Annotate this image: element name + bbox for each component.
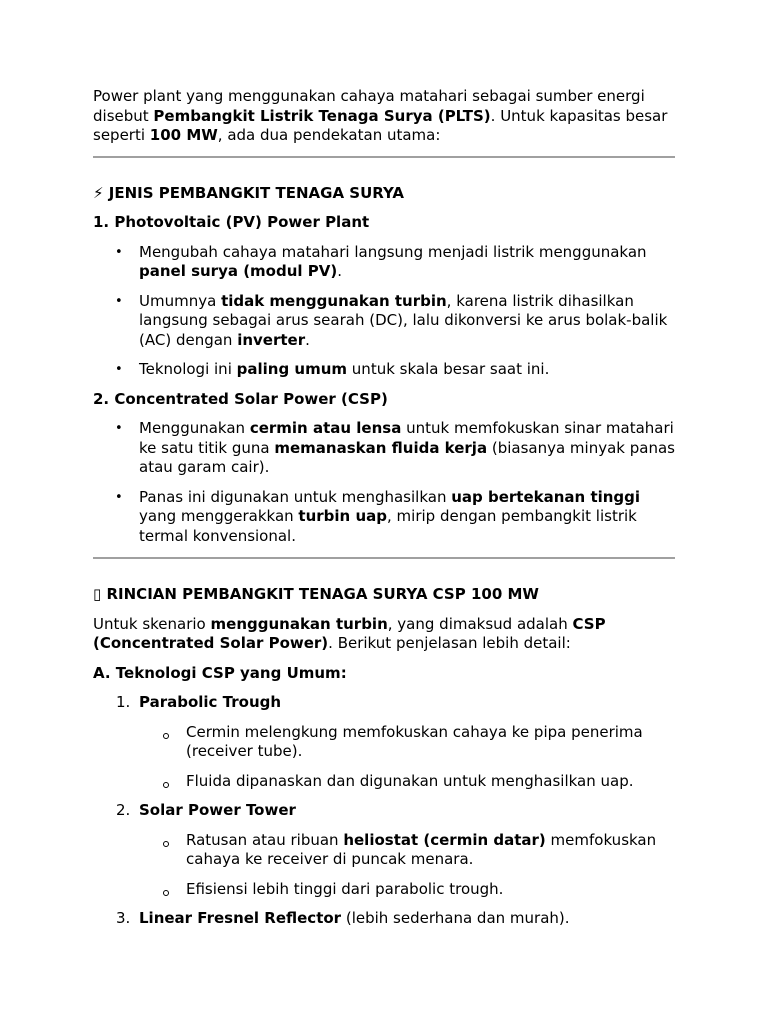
list-item xyxy=(93,801,675,899)
sub-list-item xyxy=(93,831,675,870)
text: (lebih sederhana dan murah). xyxy=(341,909,570,927)
item-title: Linear Fresnel Reflector xyxy=(139,909,342,927)
text: . xyxy=(337,262,343,280)
text: . Berikut penjelasan lebih detail: xyxy=(328,634,571,652)
csp-tech-list xyxy=(93,693,675,929)
text: , mirip dengan pembangkit listrik termal konvensional. xyxy=(139,507,637,545)
text: , ada dua pendekatan utama: xyxy=(217,126,441,144)
bold-text: cermin atau lensa xyxy=(249,419,402,437)
bold-text: CSP (Concentrated Solar Power) xyxy=(93,614,606,652)
text: Power plant yang menggunakan cahaya matahari sebagai sumber energi disebut xyxy=(93,87,645,125)
text: untuk memfokuskan sinar matahari ke satu titik guna xyxy=(139,419,674,457)
section1-heading xyxy=(93,184,675,204)
intro-paragraph xyxy=(93,87,675,146)
sub-list-item: Cermin melengkung memfokuskan cahaya ke pipa penerima (receiver tube). xyxy=(93,723,675,762)
list-item xyxy=(93,693,675,791)
text: , karena listrik dihasilkan langsung sebagai arus searah (DC), lalu dikonversi ke arus bolak-balik (AC) dengan xyxy=(139,291,668,349)
section1-title: JENIS PEMBANGKIT TENAGA SURYA xyxy=(108,183,405,202)
sub-list-item: Efisiensi lebih tinggi dari parabolic trough. xyxy=(93,880,675,900)
csp-tech-subheading: A. Teknologi CSP yang Umum: xyxy=(93,663,347,682)
horizontal-rule xyxy=(93,557,675,559)
text: Panas ini digunakan untuk menghasilkan xyxy=(139,487,452,506)
lightning-icon: ⚡ xyxy=(93,183,104,202)
item-title: Solar Power Tower xyxy=(139,801,296,819)
list-item xyxy=(93,360,675,380)
bold-text: memanaskan fluida kerja xyxy=(274,438,488,457)
item-number: 1. xyxy=(116,693,131,711)
bold-text: panel surya (modul PV) xyxy=(139,262,338,280)
sub-list-item: Fluida dipanaskan dan digunakan untuk menghasilkan uap. xyxy=(93,772,675,792)
document-content xyxy=(93,87,675,929)
bold-text: Pembangkit Listrik Tenaga Surya (PLTS) xyxy=(153,106,491,125)
list-item xyxy=(93,292,675,351)
csp-bullet-list xyxy=(93,419,675,546)
sub-list xyxy=(93,831,675,900)
csp-heading: 2. Concentrated Solar Power (CSP) xyxy=(93,389,388,408)
text: Umumnya xyxy=(139,291,222,310)
pv-bullet-list xyxy=(93,243,675,380)
section2-intro xyxy=(93,615,675,654)
horizontal-rule xyxy=(93,156,675,158)
text: Untuk skenario xyxy=(93,614,211,633)
text: . Untuk kapasitas besar seperti xyxy=(93,106,668,144)
text: , yang dimaksud adalah xyxy=(387,614,573,633)
sub-list xyxy=(93,723,675,792)
text: Mengubah cahaya matahari langsung menjadi listrik menggunakan xyxy=(139,242,647,261)
pv-heading: 1. Photovoltaic (PV) Power Plant xyxy=(93,213,370,231)
item-title: Parabolic Trough xyxy=(139,693,282,711)
text: (biasanya minyak panas atau garam cair). xyxy=(139,438,675,476)
bold-text: tidak menggunakan turbin xyxy=(221,291,447,310)
section2-title: RINCIAN PEMBANGKIT TENAGA SURYA CSP 100 MW xyxy=(106,585,539,603)
bold-text: inverter xyxy=(237,330,306,349)
text: Ratusan atau ribuan xyxy=(186,830,344,849)
text: Teknologi ini xyxy=(139,360,237,378)
item-number: 2. xyxy=(116,801,131,819)
box-glyph-icon: ▯ xyxy=(93,585,102,603)
section2-heading xyxy=(93,585,675,605)
list-item xyxy=(93,909,675,929)
text: memfokuskan cahaya ke receiver di puncak menara. xyxy=(186,830,657,868)
bold-text: paling umum xyxy=(236,360,348,378)
list-item xyxy=(93,419,675,478)
bold-text: menggunakan turbin xyxy=(210,614,388,633)
bold-text: uap bertekanan tinggi xyxy=(451,487,641,506)
text: untuk skala besar saat ini. xyxy=(347,360,550,378)
list-item xyxy=(93,488,675,547)
text: yang menggerakkan xyxy=(139,507,299,525)
bold-text: heliostat (cermin datar) xyxy=(343,830,546,849)
bold-text: turbin uap xyxy=(298,507,387,525)
bold-text: 100 MW xyxy=(149,126,218,144)
list-item xyxy=(93,243,675,282)
item-number: 3. xyxy=(116,909,131,927)
text: Menggunakan xyxy=(139,419,250,437)
text: . xyxy=(305,330,310,349)
